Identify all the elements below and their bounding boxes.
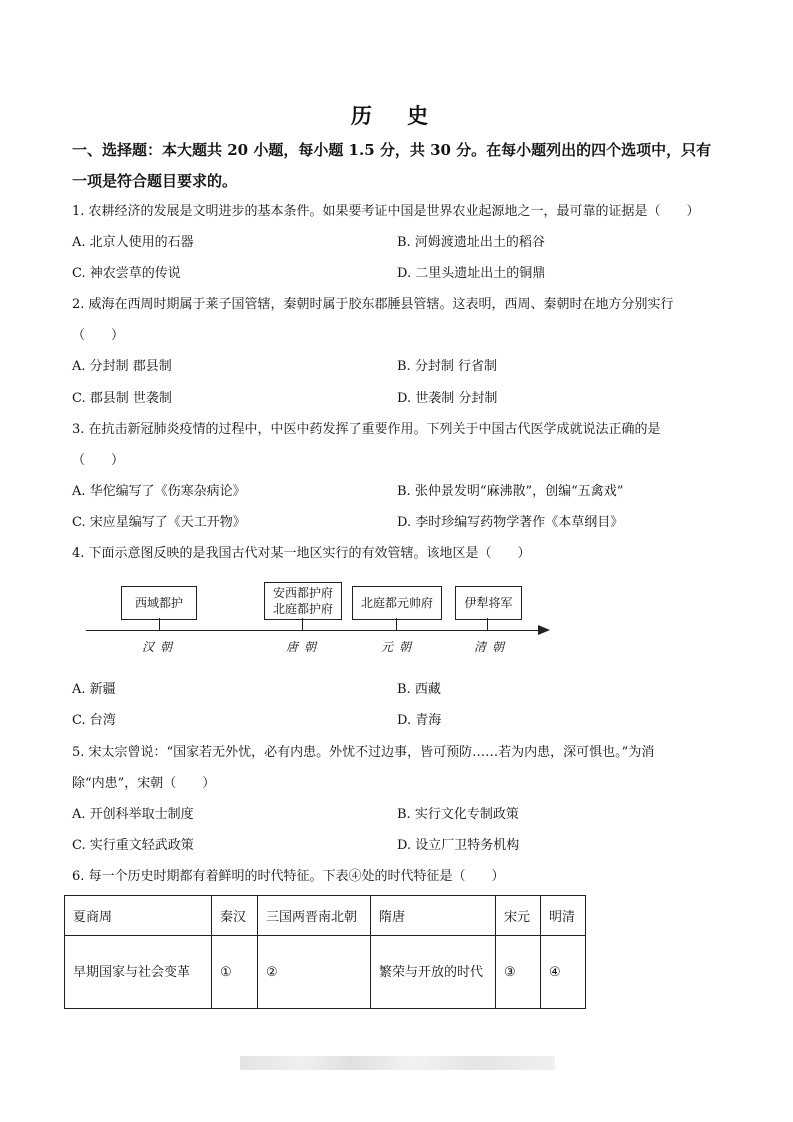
q2-stem-line-1: 2. 威海在西周时期属于莱子国管辖，秦朝时属于胶东郡腄县管辖。这表明，西周、秦朝时在地方分别实行 bbox=[72, 297, 674, 312]
blurred-watermark bbox=[240, 1056, 555, 1070]
timeline-box-tang-text-2: 北庭都护府 bbox=[272, 602, 333, 616]
q4-option-a: A. 新疆 bbox=[72, 682, 116, 697]
timeline-label-tang: 唐朝 bbox=[286, 640, 323, 654]
q4-option-d: D. 青海 bbox=[397, 713, 442, 728]
table-header-row bbox=[65, 896, 586, 936]
timeline-box-tang-text-1: 安西都护府 bbox=[272, 586, 333, 600]
q5-option-c: C. 实行重文轻武政策 bbox=[72, 838, 194, 853]
q5-stem-line-2: 除“内患”，宋朝（ ） bbox=[72, 776, 216, 791]
q2-option-c: C. 郡县制 世袭制 bbox=[72, 391, 172, 406]
table-cell: 繁荣与开放的时代 bbox=[371, 936, 496, 1009]
q2-option-a: A. 分封制 郡县制 bbox=[72, 359, 172, 374]
q6-stem: 6. 每一个历史时期都有着鲜明的时代特征。下表④处的时代特征是（ ） bbox=[72, 869, 505, 884]
table-cell: ③ bbox=[496, 936, 541, 1009]
q5-option-d: D. 设立厂卫特务机构 bbox=[397, 838, 520, 853]
timeline-box-yuan bbox=[352, 586, 442, 620]
timeline-tick-tang bbox=[302, 618, 303, 630]
timeline-tick-han bbox=[159, 618, 160, 630]
q2-option-d: D. 世袭制 分封制 bbox=[397, 391, 498, 406]
q3-option-c: C. 宋应星编写了《天工开物》 bbox=[72, 515, 246, 530]
table-header-cell: 秦汉 bbox=[212, 896, 258, 936]
section-heading-line-2: 一项是符合题目要求的。 bbox=[72, 172, 238, 190]
timeline-label-yuan: 元朝 bbox=[381, 640, 418, 654]
q6-table bbox=[64, 895, 586, 1009]
q3-stem-line-1: 3. 在抗击新冠肺炎疫情的过程中，中医中药发挥了重要作用。下列关于中国古代医学成就说法正确的是 bbox=[72, 422, 661, 437]
table-header-cell: 夏商周 bbox=[65, 896, 212, 936]
table-header-cell: 隋唐 bbox=[371, 896, 496, 936]
timeline-box-han-text: 西域都护 bbox=[134, 596, 183, 610]
q1-option-c: C. 神农尝草的传说 bbox=[72, 266, 181, 281]
timeline-box-qing bbox=[455, 586, 522, 620]
q1-option-b: B. 河姆渡遗址出土的稻谷 bbox=[397, 235, 545, 250]
table-cell: ④ bbox=[541, 936, 586, 1009]
q2-option-b: B. 分封制 行省制 bbox=[397, 359, 497, 374]
timeline-label-qing: 清朝 bbox=[474, 640, 511, 654]
table-cell: ① bbox=[212, 936, 258, 1009]
q3-option-a: A. 华佗编写了《伤寒杂病论》 bbox=[72, 484, 246, 499]
q3-option-b: B. 张仲景发明“麻沸散”，创编“五禽戏” bbox=[397, 484, 624, 499]
q5-option-b: B. 实行文化专制政策 bbox=[397, 807, 519, 822]
q1-option-a: A. 北京人使用的石器 bbox=[72, 235, 194, 250]
q4-option-c: C. 台湾 bbox=[72, 713, 116, 728]
table-cell: ② bbox=[258, 936, 371, 1009]
q1-option-d: D. 二里头遗址出土的铜鼎 bbox=[397, 266, 546, 281]
timeline-box-han bbox=[121, 586, 197, 620]
q4-stem: 4. 下面示意图反映的是我国古代对某一地区实行的有效管辖。该地区是（ ） bbox=[72, 546, 531, 561]
q1-stem: 1. 农耕经济的发展是文明进步的基本条件。如果要考证中国是世界农业起源地之一，最可靠的证据是（ ） bbox=[72, 204, 700, 219]
section-heading bbox=[72, 135, 727, 197]
timeline-tick-yuan bbox=[396, 618, 397, 630]
q5-stem-line-1: 5. 宋太宗曾说：“国家若无外忧，必有内患。外忧不过边事，皆可预防……若为内患，深可惧也。”为消 bbox=[72, 745, 655, 760]
timeline-arrow-icon bbox=[538, 625, 550, 635]
q4-option-b: B. 西藏 bbox=[397, 682, 441, 697]
timeline-tick-qing bbox=[487, 618, 488, 630]
timeline-box-qing-text: 伊犁将军 bbox=[464, 596, 513, 610]
q5-option-a: A. 开创科举取士制度 bbox=[72, 807, 194, 822]
q2-stem-line-2: （ ） bbox=[72, 328, 125, 343]
table-header-cell: 三国两晋南北朝 bbox=[258, 896, 371, 936]
q3-stem-line-2: （ ） bbox=[72, 453, 125, 468]
table-cell: 早期国家与社会变革 bbox=[65, 936, 212, 1009]
timeline-box-yuan-text: 北庭都元帅府 bbox=[360, 596, 433, 610]
table-row bbox=[65, 936, 586, 1009]
q3-option-d: D. 李时珍编写药物学著作《本草纲目》 bbox=[397, 515, 624, 530]
table-header-cell: 宋元 bbox=[496, 896, 541, 936]
page-title: 历 史 bbox=[350, 103, 443, 128]
timeline-label-han: 汉朝 bbox=[142, 640, 179, 654]
timeline-box-tang bbox=[264, 582, 342, 620]
timeline-axis bbox=[86, 630, 542, 631]
section-heading-line-1: 一、选择题：本大题共 20 小题，每小题 1.5 分，共 30 分。在每小题列出的四个选项中，只有 bbox=[72, 141, 712, 159]
table-header-cell: 明清 bbox=[541, 896, 586, 936]
